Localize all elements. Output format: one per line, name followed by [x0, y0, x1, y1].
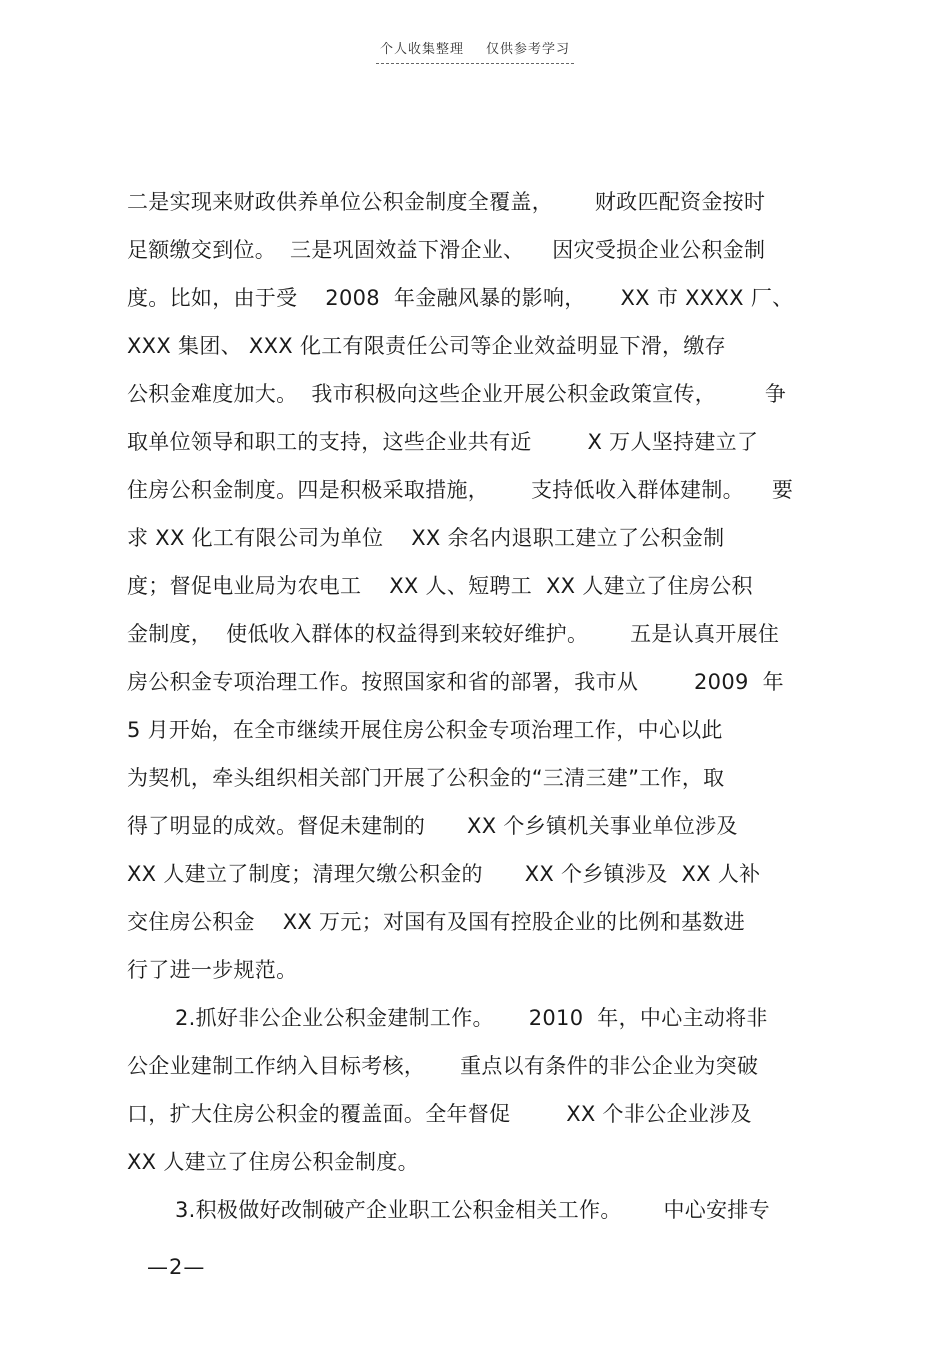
text-line: 足额缴交到位。 三是巩固效益下滑企业、 因灾受损企业公积金制	[127, 238, 766, 262]
text-line: 交住房公积金 XX 万元；对国有及国有控股企业的比例和基数进	[127, 910, 746, 934]
document-body	[127, 178, 832, 1234]
text-line: 度；督促电业局为农电工 XX 人、短聘工 XX 人建立了住房公积	[127, 574, 753, 598]
text-line: 行了进一步规范。	[127, 958, 298, 982]
text-line: 为契机，牵头组织相关部门开展了公积金的“三清三建”工作，取	[127, 766, 725, 790]
text-line: 求 XX 化工有限公司为单位 XX 余名内退职工建立了公积金制	[127, 526, 725, 550]
page-number: —2—	[147, 1255, 206, 1279]
header-right-text: 仅供参考学习	[486, 42, 571, 57]
text-line: 取单位领导和职工的支持，这些企业共有近 X 万人坚持建立了	[127, 430, 759, 454]
text-line: XXX 集团、 XXX 化工有限责任公司等企业效益明显下滑，缴存	[127, 334, 726, 358]
section-2-heading-line: 2.抓好非公企业公积金建制工作。 2010 年，中心主动将非	[175, 1006, 768, 1030]
text-line: 公积金难度加大。 我市积极向这些企业开展公积金政策宣传， 争	[127, 382, 787, 406]
text-line: 口，扩大住房公积金的覆盖面。全年督促 XX 个非公企业涉及	[127, 1102, 752, 1126]
section-3-heading-line: 3.积极做好改制破产企业职工公积金相关工作。 中心安排专	[175, 1198, 770, 1222]
text-line: 二是实现来财政供养单位公积金制度全覆盖， 财政匹配资金按时	[127, 190, 766, 214]
text-line: 金制度， 使低收入群体的权益得到来较好维护。 五是认真开展住	[127, 622, 780, 646]
text-line: 得了明显的成效。督促未建制的 XX 个乡镇机关事业单位涉及	[127, 814, 738, 838]
header-label	[376, 38, 574, 64]
page-header	[0, 38, 950, 64]
text-line: 5 月开始，在全市继续开展住房公积金专项治理工作，中心以此	[127, 718, 723, 742]
text-line: 度。比如，由于受 2008 年金融风暴的影响， XX 市 XXXX 厂、	[127, 286, 794, 310]
text-line: 住房公积金制度。四是积极采取措施， 支持低收入群体建制。 要	[127, 478, 794, 502]
text-line: XX 人建立了制度；清理欠缴公积金的 XX 个乡镇涉及 XX 人补	[127, 862, 761, 886]
text-line: 房公积金专项治理工作。按照国家和省的部署，我市从 2009 年	[127, 670, 784, 694]
header-left-text: 个人收集整理	[379, 42, 464, 57]
text-line: XX 人建立了住房公积金制度。	[127, 1150, 419, 1174]
text-line: 公企业建制工作纳入目标考核， 重点以有条件的非公企业为突破	[127, 1054, 759, 1078]
